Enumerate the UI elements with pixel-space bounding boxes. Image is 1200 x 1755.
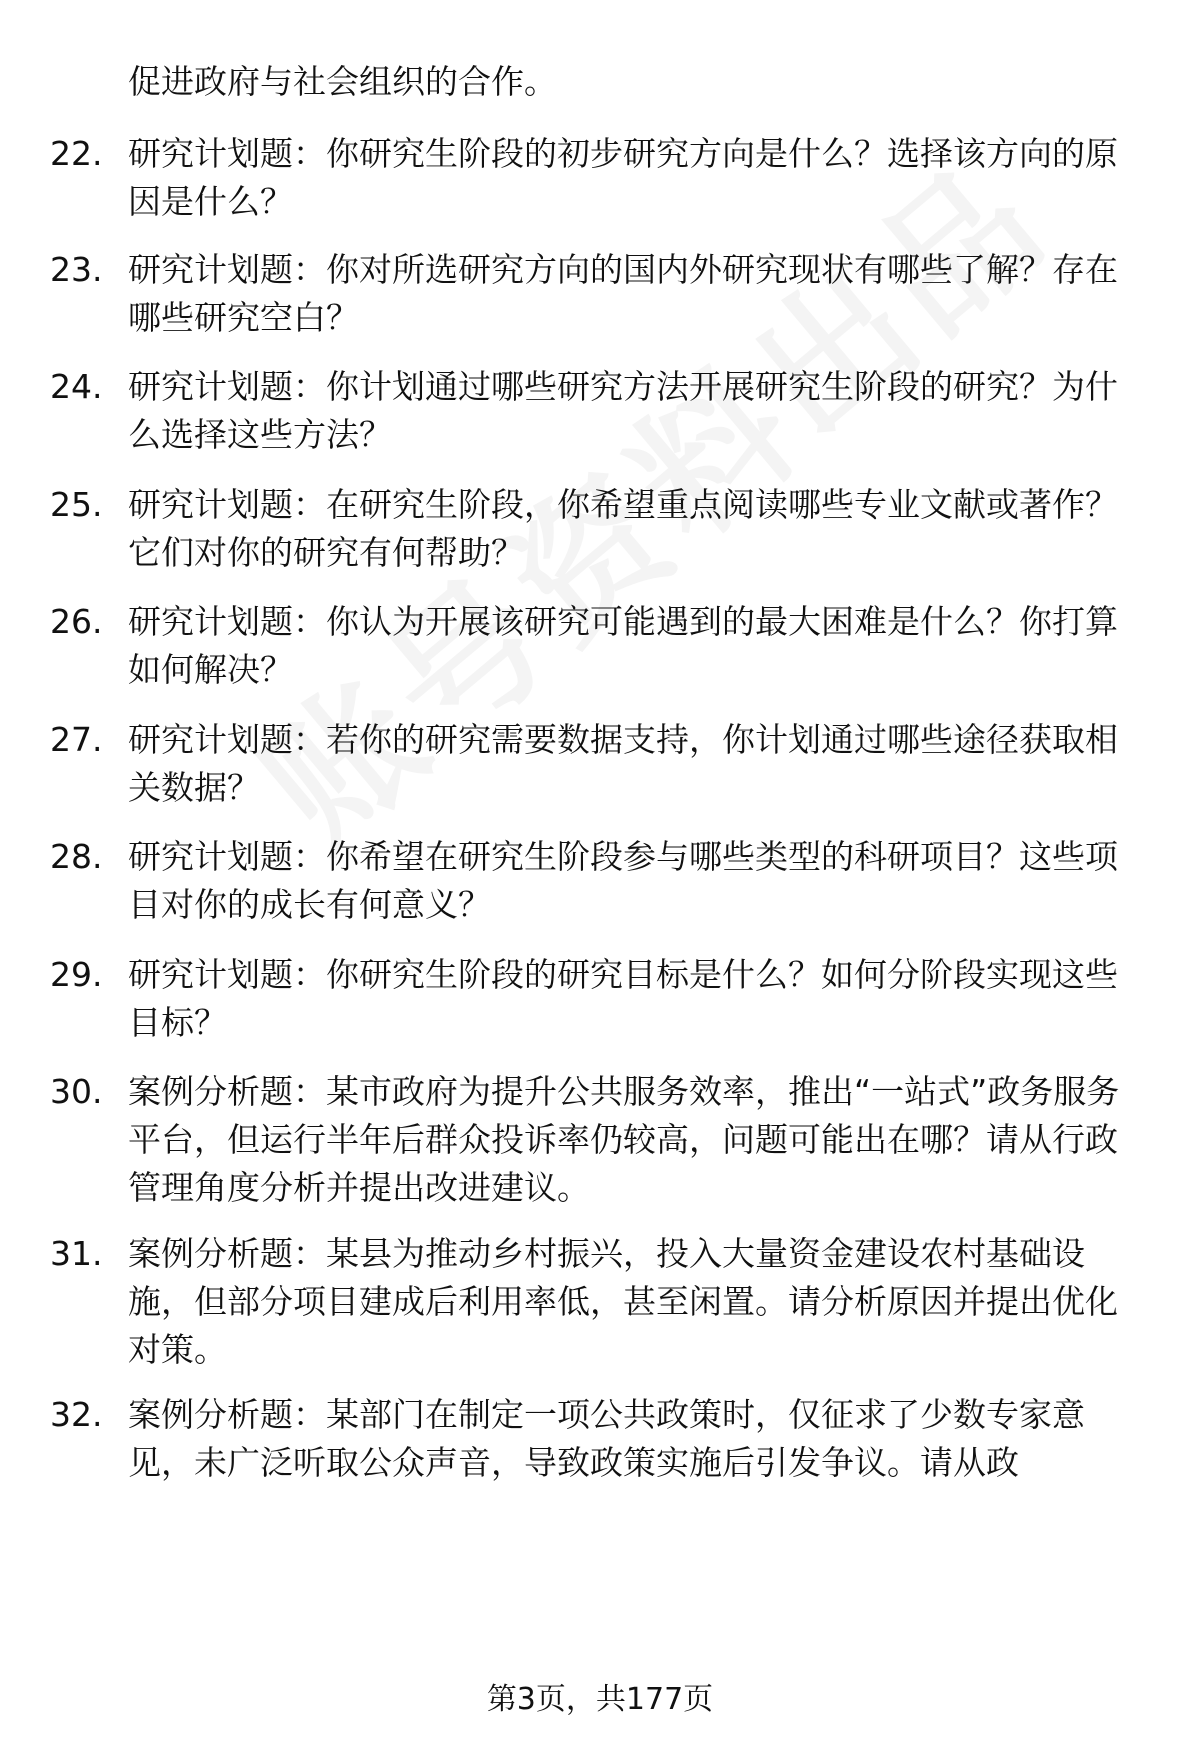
continuation-text: 促进政府与社会组织的合作。 — [128, 62, 557, 101]
list-item — [50, 481, 1140, 577]
item-text: 研究计划题：若你的研究需要数据支持，你计划通过哪些途径获取相关数据？ — [128, 720, 1118, 807]
item-text: 研究计划题：你认为开展该研究可能遇到的最大困难是什么？你打算如何解决？ — [128, 602, 1118, 689]
list-item — [50, 130, 1140, 226]
list-item — [50, 598, 1140, 694]
list-item — [50, 833, 1140, 929]
list-item — [50, 716, 1140, 812]
item-text: 案例分析题：某县为推动乡村振兴，投入大量资金建设农村基础设施，但部分项目建成后利用率低，甚至闲置。请分析原因并提出优化对策。 — [128, 1234, 1118, 1369]
item-number: 22. — [50, 134, 103, 173]
item-number: 25. — [50, 485, 103, 524]
list-item — [50, 1068, 1140, 1212]
list-item — [50, 1391, 1140, 1487]
item-number: 23. — [50, 250, 103, 289]
item-number: 30. — [50, 1072, 103, 1111]
list-item — [50, 363, 1140, 459]
item-number: 26. — [50, 602, 103, 641]
list-item — [50, 951, 1140, 1047]
item-text: 案例分析题：某市政府为提升公共服务效率，推出“一站式”政务服务平台，但运行半年后群众投诉率仍较高，问题可能出在哪？请从行政管理角度分析并提出改进建议。 — [128, 1072, 1120, 1207]
list-item — [50, 246, 1140, 342]
item-text: 研究计划题：你研究生阶段的初步研究方向是什么？选择该方向的原因是什么？ — [128, 134, 1118, 221]
item-text: 研究计划题：你希望在研究生阶段参与哪些类型的科研项目？这些项目对你的成长有何意义？ — [128, 837, 1118, 924]
item-number: 24. — [50, 367, 103, 406]
item-number: 32. — [50, 1395, 103, 1434]
item-number: 29. — [50, 955, 103, 994]
item-text: 研究计划题：你研究生阶段的研究目标是什么？如何分阶段实现这些目标？ — [128, 955, 1118, 1042]
item-number: 31. — [50, 1234, 103, 1273]
item-text: 研究计划题：你计划通过哪些研究方法开展研究生阶段的研究？为什么选择这些方法？ — [128, 367, 1118, 454]
list-item — [50, 1230, 1140, 1374]
item-number: 28. — [50, 837, 103, 876]
item-text: 案例分析题：某部门在制定一项公共政策时，仅征求了少数专家意见，未广泛听取公众声音，导致政策实施后引发争议。请从政 — [128, 1395, 1085, 1482]
item-number: 27. — [50, 720, 103, 759]
item-text: 研究计划题：你对所选研究方向的国内外研究现状有哪些了解？存在哪些研究空白？ — [128, 250, 1118, 337]
item-text: 研究计划题：在研究生阶段，你希望重点阅读哪些专业文献或著作？它们对你的研究有何帮助？ — [128, 485, 1118, 572]
page-footer: 第3页，共177页 — [486, 1682, 714, 1717]
